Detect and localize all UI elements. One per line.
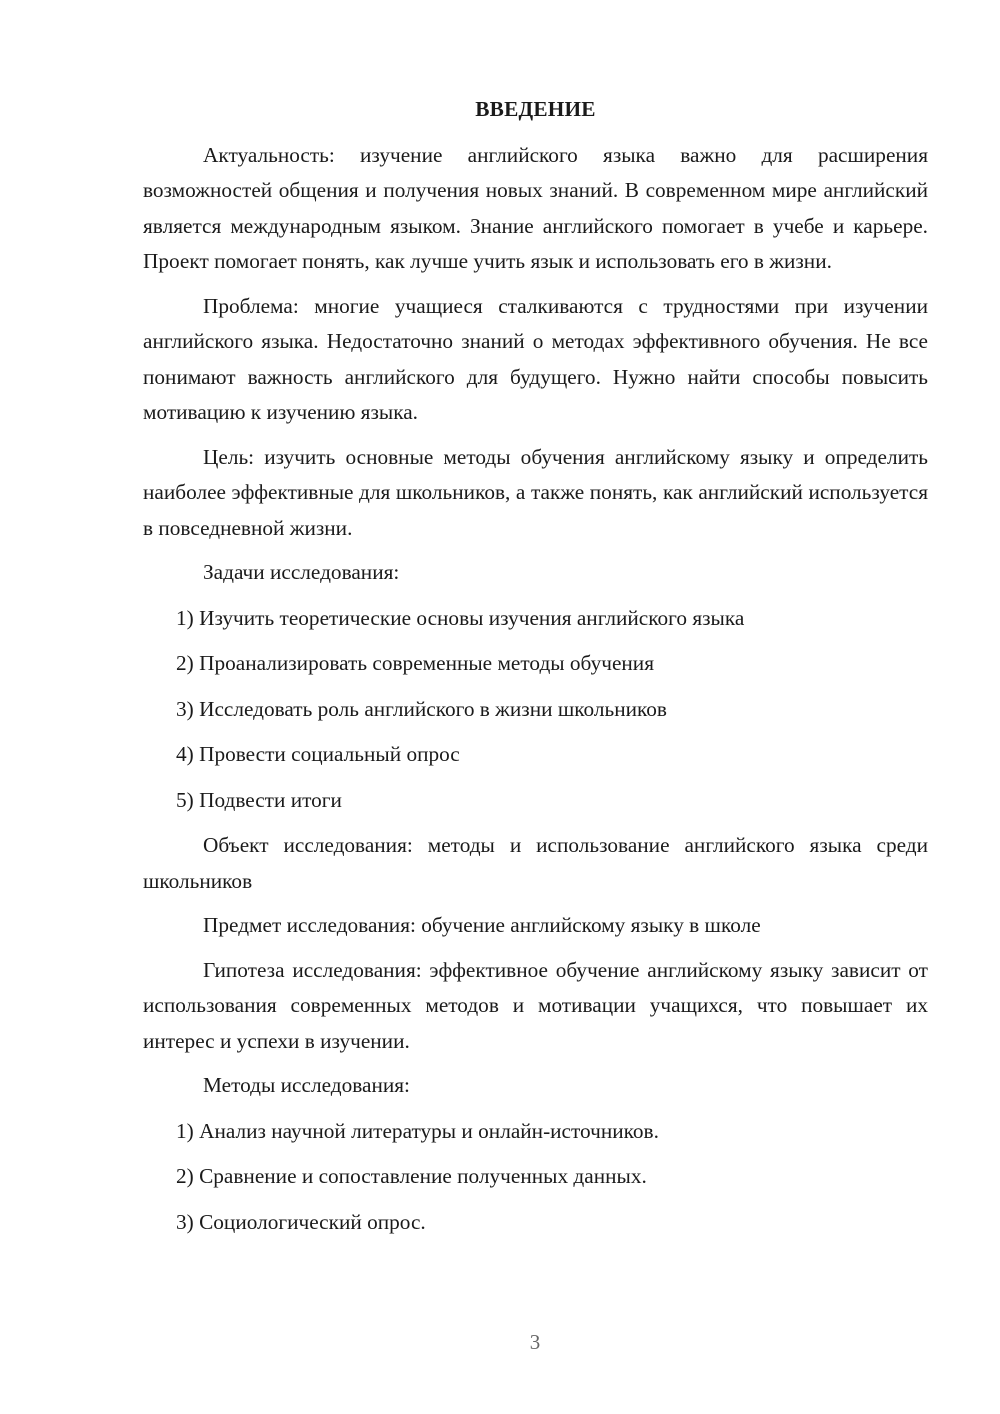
list-item: 3) Социологический опрос. [176, 1209, 426, 1234]
list-item: 4) Провести социальный опрос [176, 742, 460, 766]
section-heading: ВВЕДЕНИЕ [475, 97, 596, 121]
hypothesis-paragraph: Гипотеза исследования: эффективное обучение английскому языку зависит от использования современных методов и мотивации учащихся, что повышает их интерес и успехи в изучении. [143, 957, 928, 1053]
relevance-paragraph: Актуальность: изучение английского языка важно для расширения возможностей общения и получения новых знаний. В современном мире английский является международным языком. Знание английского помогает в учебе и карьере. Проект помогает понять, как лучше учить язык и использовать его в жизни. [143, 142, 928, 273]
tasks-list [143, 601, 928, 819]
list-item: 2) Проанализировать современные методы обучения [176, 651, 654, 675]
document-page [143, 92, 928, 1250]
problem-paragraph: Проблема: многие учащиеся сталкиваются с трудностями при изучении английского языка. Недостаточно знаний о методах эффективного обучения. Не все понимают важность английского для будущего. Нужно найти способы повысить мотивацию к изучению языка. [143, 293, 928, 424]
list-item: 3) Исследовать роль английского в жизни школьников [176, 696, 667, 721]
page-number: 3 [529, 1330, 541, 1354]
list-item: 5) Подвести итоги [176, 787, 342, 812]
goal-paragraph: Цель: изучить основные методы обучения английскому языку и определить наиболее эффективные для школьников, а также понять, как английский используется в повседневной жизни. [143, 444, 928, 540]
subject-paragraph: Предмет исследования: обучение английскому языку в школе [203, 913, 761, 937]
list-item: 1) Анализ научной литературы и онлайн-источников. [176, 1118, 659, 1143]
methods-label: Методы исследования: [203, 1073, 410, 1097]
object-paragraph: Объект исследования: методы и использование английского языка среди школьников [143, 833, 928, 893]
list-item: 1) Изучить теоретические основы изучения английского языка [176, 605, 745, 630]
list-item: 2) Сравнение и сопоставление полученных данных. [176, 1164, 647, 1188]
methods-list [143, 1114, 928, 1241]
tasks-label: Задачи исследования: [203, 560, 400, 584]
